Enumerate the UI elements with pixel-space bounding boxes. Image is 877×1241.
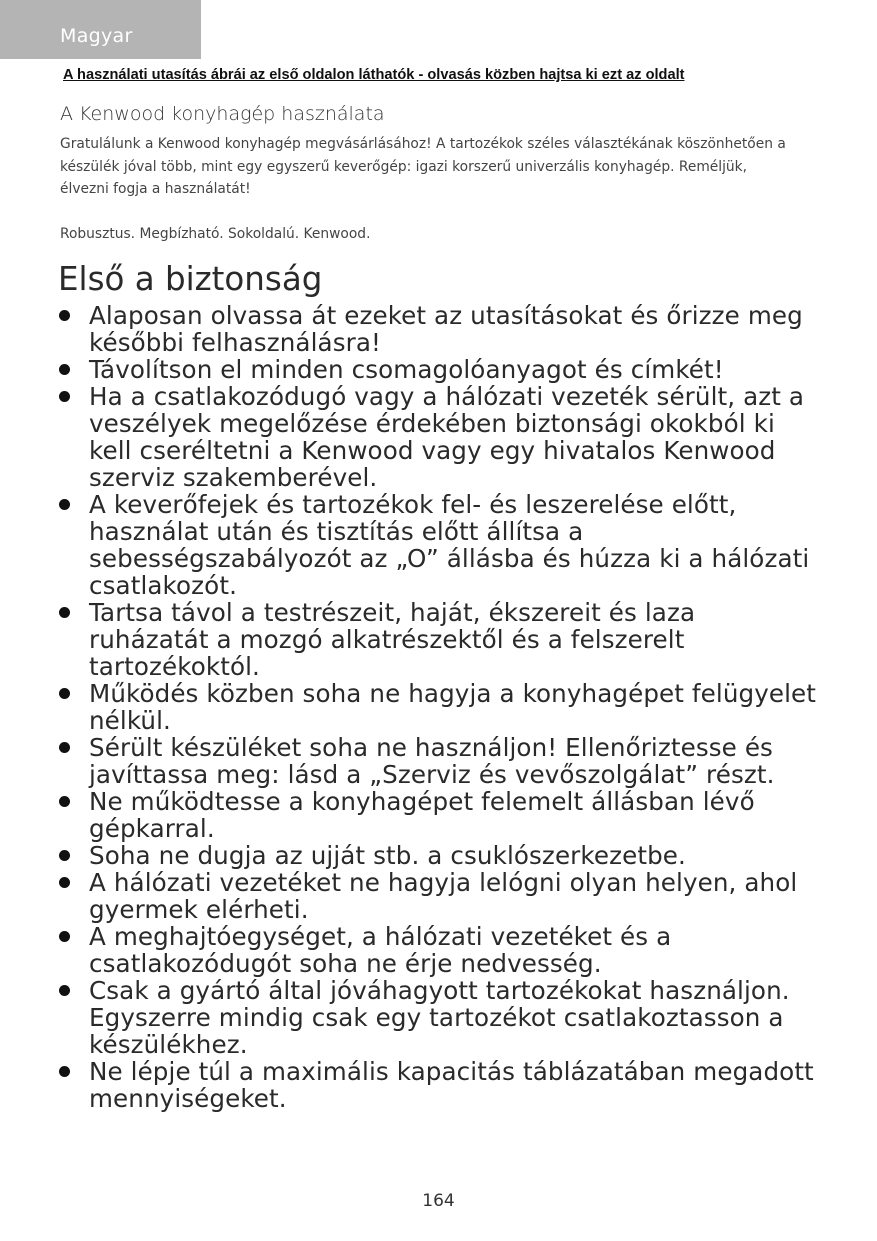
intro-paragraph: Gratulálunk a Kenwood konyhagép megvásárlásához! A tartozékok széles választékának köszönhetően a készülék jóval több, mint egy egyszerű keverőgép: igazi korszerű univerzális konyhagép. Reméljük, élvezni fogja a használatát! bbox=[60, 136, 786, 197]
bullet-icon bbox=[59, 985, 70, 996]
safety-item-text: Alaposan olvassa át ezeket az utasításokat és őrizze meg későbbi felhasználásra! bbox=[89, 301, 803, 357]
bullet-icon bbox=[59, 310, 70, 321]
bullet-icon bbox=[59, 877, 70, 888]
safety-item bbox=[58, 356, 818, 383]
intro-text bbox=[60, 133, 800, 246]
safety-item bbox=[58, 869, 818, 923]
safety-item bbox=[58, 302, 818, 356]
safety-item bbox=[58, 734, 818, 788]
safety-item-text: Ne lépje túl a maximális kapacitás táblázatában megadott mennyiségeket. bbox=[89, 1057, 814, 1113]
language-tab: Magyar bbox=[0, 0, 201, 59]
safety-item bbox=[58, 977, 818, 1058]
safety-item bbox=[58, 842, 818, 869]
safety-item bbox=[58, 680, 818, 734]
bullet-icon bbox=[59, 1066, 70, 1077]
safety-title: Első a biztonság bbox=[58, 260, 323, 298]
safety-item bbox=[58, 383, 818, 491]
safety-item-text: A hálózati vezetéket ne hagyja lelógni olyan helyen, ahol gyermek elérheti. bbox=[89, 868, 798, 924]
bullet-icon bbox=[59, 364, 70, 375]
safety-item bbox=[58, 788, 818, 842]
safety-item-text: Soha ne dugja az ujját stb. a csuklószerkezetbe. bbox=[89, 841, 686, 870]
safety-item-text: Ha a csatlakozódugó vagy a hálózati vezeték sérült, azt a veszélyek megelőzése érdekében biztonsági okokból ki kell cseréltetni a Kenwood vagy egy hivatalos Kenwood szerviz szakemberével. bbox=[89, 382, 805, 492]
safety-item-text: A keverőfejek és tartozékok fel- és leszerelése előtt, használat után és tisztítás előtt állítsa a sebességszabályozót az „O” állásba és húzza ki a hálózati csatlakozót. bbox=[89, 490, 810, 600]
bullet-icon bbox=[59, 499, 70, 510]
intro-slogan: Robusztus. Megbízható. Sokoldalú. Kenwood. bbox=[60, 226, 371, 242]
bullet-icon bbox=[59, 796, 70, 807]
safety-item bbox=[58, 1058, 818, 1112]
bullet-icon bbox=[59, 742, 70, 753]
safety-item-text: Sérült készüléket soha ne használjon! Ellenőriztesse és javíttassa meg: lásd a „Szerviz és vevőszolgálat” részt. bbox=[89, 733, 775, 789]
safety-item-text: Távolítson el minden csomagolóanyagot és címkét! bbox=[89, 355, 724, 384]
bullet-icon bbox=[59, 688, 70, 699]
safety-item bbox=[58, 923, 818, 977]
intro-title: A Kenwood konyhagép használata bbox=[60, 103, 385, 125]
safety-item bbox=[58, 599, 818, 680]
bullet-icon bbox=[59, 607, 70, 618]
bullet-icon bbox=[59, 391, 70, 402]
safety-item-text: Működés közben soha ne hagyja a konyhagépet felügyelet nélkül. bbox=[89, 679, 817, 735]
bullet-icon bbox=[59, 850, 70, 861]
safety-item bbox=[58, 491, 818, 599]
safety-item-text: Ne működtesse a konyhagépet felemelt állásban lévő gépkarral. bbox=[89, 787, 755, 843]
safety-item-text: Csak a gyártó által jóváhagyott tartozékokat használjon. Egyszerre mindig csak egy tartozékot csatlakoztasson a készülékhez. bbox=[89, 976, 790, 1059]
safety-item-text: Tartsa távol a testrészeit, haját, ékszereit és laza ruházatát a mozgó alkatrészektől és a felszerelt tartozékoktól. bbox=[89, 598, 696, 681]
page-number: 164 bbox=[422, 1191, 455, 1211]
safety-list bbox=[58, 302, 818, 1112]
safety-item-text: A meghajtóegységet, a hálózati vezetéket és a csatlakozódugót soha ne érje nedvesség. bbox=[89, 922, 672, 978]
bullet-icon bbox=[59, 931, 70, 942]
fold-out-notice: A használati utasítás ábrái az első oldalon láthatók - olvasás közben hajtsa ki ezt az oldalt bbox=[63, 67, 685, 83]
